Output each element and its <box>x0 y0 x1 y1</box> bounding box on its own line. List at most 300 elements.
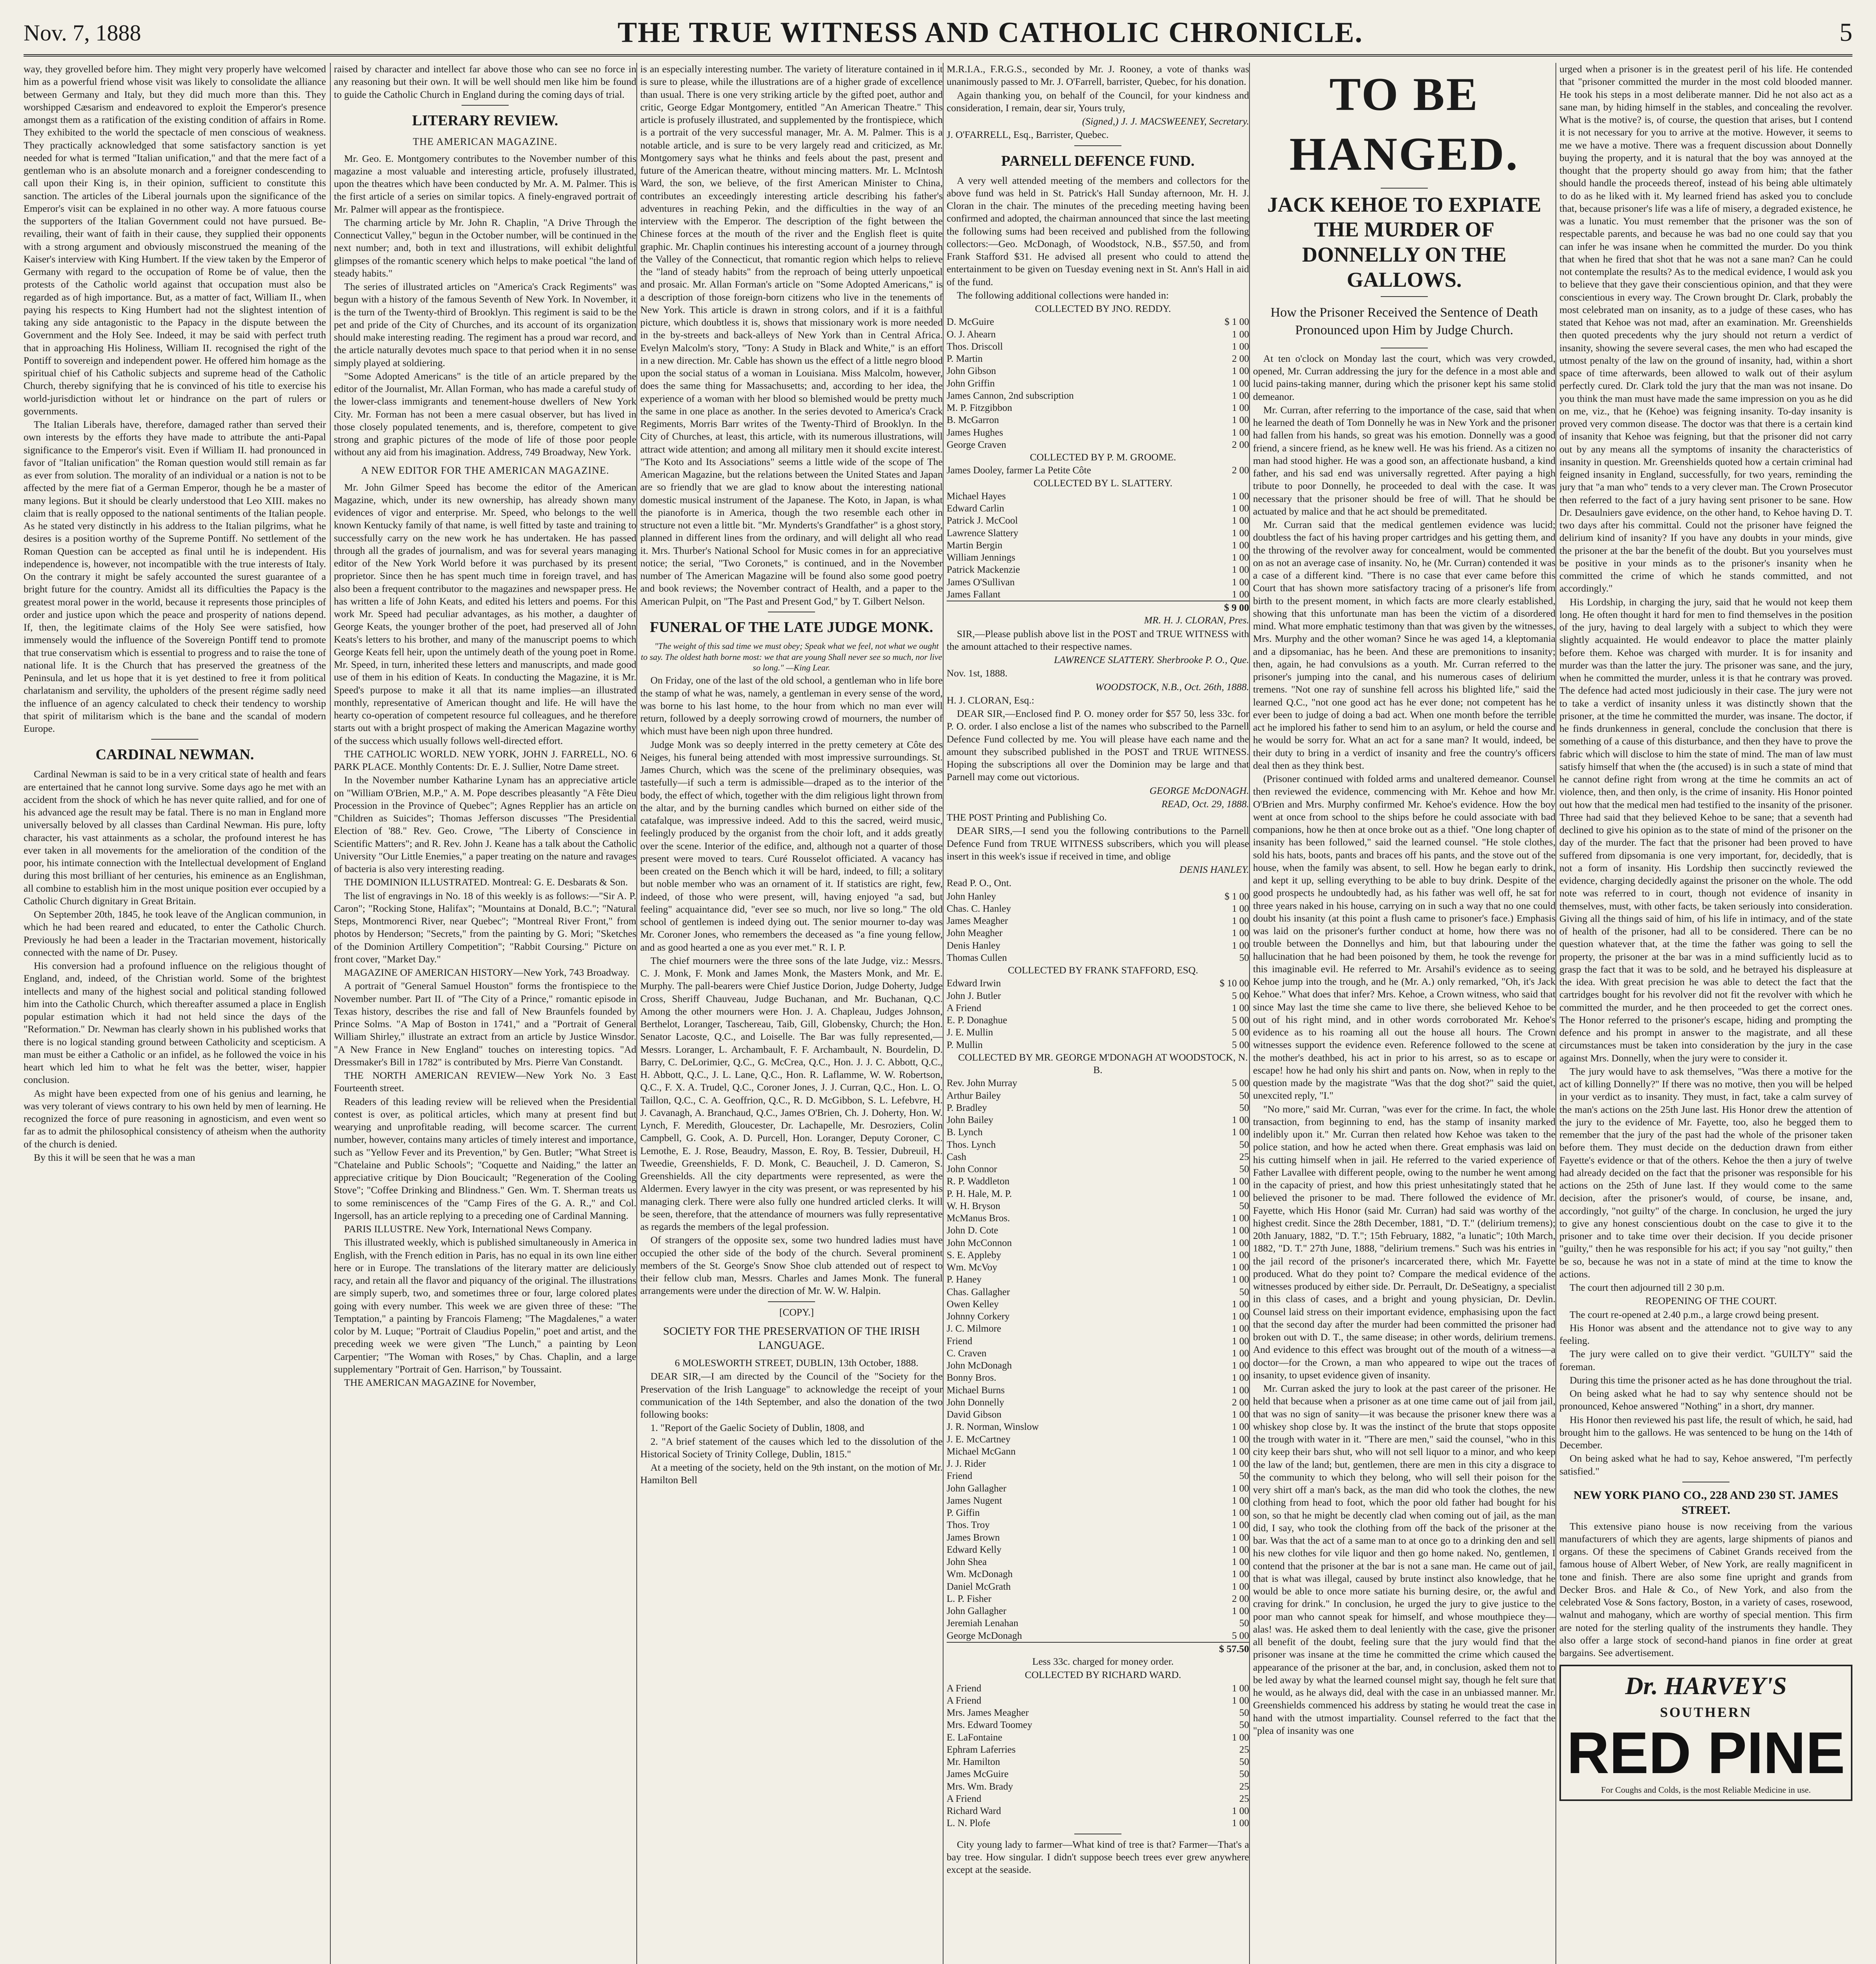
subscriber-name: Michael Burns <box>947 1385 1005 1396</box>
article-paragraph: By this it will be seen that he was a man <box>34 1151 195 1163</box>
subscriber-row <box>947 1768 1249 1780</box>
subscription-amount: 2 00 <box>1232 439 1249 450</box>
subscriber-name: Mrs. Wm. Brady <box>947 1781 1013 1792</box>
subscriber-name: James Brown <box>947 1532 1000 1543</box>
subscriber-name: P. H. Hale, M. P. <box>947 1188 1012 1199</box>
subscriber-name: John Gibson <box>947 366 996 377</box>
article-paragraph: The charming article by Mr. John R. Chaplin, "A Drive Through the Connecticut Valley," begun in the October number, will be continued in the next number; and, both in text and illustrations, will exhibit delightful glimpses of the romantic scenery which helps to make poetical "the land of steady habits." <box>334 216 636 279</box>
subscriber-name: Rev. John Murray <box>947 1078 1017 1089</box>
subscription-amount: 1 00 <box>1232 341 1249 352</box>
subscription-amount: 1 00 <box>1232 940 1249 951</box>
subscription-amount: 1 00 <box>1232 1422 1249 1433</box>
subscriber-name: Daniel McGrath <box>947 1581 1011 1592</box>
divider <box>151 739 198 740</box>
article-paragraph: A very well attended meeting of the members and collectors for the above fund was held in St. Patrick's Hall Sunday afternoon, Mr. H. J. Cloran in the chair. The minutes of the preceding meeting having been confirmed and adopted, the chairman announced that since the last meeting the following sums had been received and published from the following collectors:—Geo. McDonagh, of Woodstock, N.B., $57.50, and from Frank Stafford $31. He advised all present who could to attend the entertainment to be given on Tuesday evening next in St. Ann's Hall in aid of the fund. <box>947 174 1249 288</box>
subscriber-name: Michael Hayes <box>947 491 1006 502</box>
issue-date: Nov. 7, 1888 <box>24 20 141 46</box>
subscriber-row <box>947 1126 1249 1138</box>
subscriber-name: McManus Bros. <box>947 1213 1010 1224</box>
article-paragraph: "No more," said Mr. Curran, "was ever for the crime. In fact, the whole transaction, from beginning to end, has the stamp of insanity marked indelibly upon it." Mr. Curran then related how Kehoe was taken to the police station, and how he acted when there. Great emphasis was laid on his cutting himself when in jail. He referred to the varied experience of Father Lavallee with different people, owing to the number he went among in the capacity of priest, and how this priest unhesitatingly stated that he believed the prisoner to be mad. There followed the evidence of Mr. Fayette, which His Honor (said Mr. Curran) had said was worthy of the highest credit. Since the 28th December, 1881, "D. T." (delirium tremens); 20th January, 1882, "D. T."; 15th February, 1882, "a lunatic"; 10th March, 1882, "D. T." 27th June, 1888, "delirium tremens." Such was his entries in the jail record of the prisoner's incarcerated there, which Mr. Fayette produced. What do they point to? Compare the medical evidence of the witnesses produced by either side. Dr. Perrault, Dr. DeSeatigny, a specialist in this class of cases, and a bright and young physician, Dr. Devlin. Counsel laid stress on their important evidence, emphasising upon the fact that the second day after the murder had been committed the prisoner had broken out with D. T., the same disease; in other words, delirium tremens. And evidence to this effect was brought out of the mouth of a witness—a doctor—for the Crown, a man who appeared to wipe out the traces of insanity, to upset evidence given of insanity. <box>1253 1103 1555 1381</box>
subscriber-name: W. H. Bryson <box>947 1200 1000 1211</box>
article-paragraph: Of strangers of the opposite sex, some two hundred ladies must have occupied the other side of the body of the church. Several prominent members of the St. George's Snow Shoe club attended out of respect to their fellow club man, Messrs. Charles and James Monk. The funeral arrangements were under the direction of Mr. W. W. Halpin. <box>640 1234 943 1297</box>
subscriber-row <box>947 1695 1249 1707</box>
dateline: Nov. 1st, 1888. <box>947 667 1008 679</box>
subscription-amount: 1 00 <box>1232 1606 1249 1617</box>
subscriber-row <box>947 890 1249 903</box>
page-number: 5 <box>1839 18 1852 47</box>
subscription-amount: 1 00 <box>1232 1806 1249 1817</box>
subscriber-name: J. R. Norman, Winslow <box>947 1422 1039 1433</box>
subscriber-name: Ephram Laferries <box>947 1744 1016 1755</box>
divider <box>1074 145 1121 146</box>
subscription-amount: 1 00 <box>1232 1385 1249 1396</box>
subscription-amount: 1 00 <box>1232 503 1249 514</box>
subscriber-name: P. Bradley <box>947 1102 987 1113</box>
copy-label: [COPY.] <box>779 1306 814 1318</box>
subscription-list <box>947 1077 1249 1642</box>
article-paragraph: The jury were called on to give their verdict. "GUILTY" said the foreman. <box>1559 1348 1852 1372</box>
subscriber-row <box>947 1163 1249 1175</box>
subscriber-name: Mrs. Edward Toomey <box>947 1720 1032 1731</box>
article-paragraph: Readers of this leading review will be relieved when the Presidential contest is over, as political articles, which many at present find but wearying and unprofitable reading, will become scarcer. The current number, however, contains many articles of timely interest and importance, such as "Yellow Fever and its Prevention," by Gen. Butler; "What Street is "Chatelaine and Public Schools"; "Coquette and Naiding," the latter an appreciative critique by Dion Boucicault; "Regeneration of the Cooling Stove"; "Coffee Drinking and Blindness." Gen. Wm. T. Sherman treats us to some reminiscences of the "Camp Fires of the G. A. R.," and Col. Ingersoll, has an article replying to a preceding one of Cardinal Manning. <box>334 1096 636 1221</box>
subscriber-row <box>947 515 1249 527</box>
article-paragraph: Mr. Curran, after referring to the importance of the case, said that when he learned the death of Tom Donnelly he was in New York and the prisoner had fallen from his hands, so great was his emotion. Donnelly was a good friend, a sincere friend, as he knew well. He was his friend. As a citizen no man had stood higher. He was a good son, an affectionate husband, a kind father, and his sad end was universally regretted. After paying a high tribute to poor Donnelly, he proceeded to deal with the case. It was necessary that the prisoner should be free of will. That he should be actuated by malice and that he act should be premeditated. <box>1253 404 1555 517</box>
subscription-amount: 1 00 <box>1232 577 1249 588</box>
kehoe-headline: JACK KEHOE TO EXPIATE THE MURDER OF DONNELLY ON THE GALLOWS. <box>1267 192 1541 291</box>
subscriber-name: George McDonagh <box>947 1630 1022 1641</box>
subscription-amount: 1 00 <box>1232 1508 1249 1519</box>
subscriber-row <box>947 1568 1249 1580</box>
subscription-amount: 1 00 <box>1232 515 1249 526</box>
subscriber-row <box>947 1114 1249 1126</box>
subscription-amount: 1 00 <box>1232 1274 1249 1285</box>
subscriber-row <box>947 341 1249 353</box>
subscriber-row <box>947 1026 1249 1039</box>
article-paragraph: Mr. Geo. E. Montgomery contributes to the November number of this magazine a most valuable and interesting article, profusely illustrated, upon the theatres which have been conducted by Mr. A. M. Palmer. This is the first article of a series on similar topics. A finely-engraved portrait of Mr. Palmer will appear as the frontispiece. <box>334 152 636 215</box>
subscriber-name: E. LaFontaine <box>947 1732 1002 1743</box>
article-paragraph: THE CATHOLIC WORLD. NEW YORK, JOHN J. FARRELL, NO. 6 PARK PLACE. Monthly Contents: Dr. E. J. Sullier, Notre Dame street. <box>334 748 636 773</box>
subscription-amount: 50 <box>1239 1139 1249 1150</box>
signature: (Signed,) J. J. MACSWEENEY, Secretary. <box>1082 115 1249 127</box>
subscription-amount: 1 00 <box>1232 1409 1249 1420</box>
subscriber-name: John D. Cote <box>947 1225 998 1236</box>
subscription-amount: 1 00 <box>1232 540 1249 551</box>
subscriber-row <box>947 1384 1249 1396</box>
subscriber-row <box>947 940 1249 952</box>
subscription-amount: 1 00 <box>1232 1732 1249 1743</box>
subscription-amount: 50 <box>1239 1471 1249 1482</box>
subscriber-name: John J. Butler <box>947 990 1001 1001</box>
subscriber-name: Thos. Lynch <box>947 1139 996 1150</box>
divider <box>1381 188 1428 189</box>
subscriber-name: James Meagher <box>947 916 1008 927</box>
subscriber-row <box>947 365 1249 377</box>
subscription-list <box>947 890 1249 964</box>
subscriber-row <box>947 502 1249 515</box>
ad-southern: SOUTHERN <box>1660 1704 1752 1720</box>
subscriber-name: Cash <box>947 1151 966 1162</box>
divider <box>1381 296 1428 297</box>
subscriber-row <box>947 1446 1249 1458</box>
subscriber-name: A Friend <box>947 1002 982 1013</box>
subscriber-name: Bonny Bros. <box>947 1372 997 1383</box>
divider <box>768 1301 815 1302</box>
subscriber-row <box>947 1298 1249 1310</box>
subscriber-row <box>947 1719 1249 1731</box>
subscriber-row <box>947 539 1249 551</box>
subscription-amount: 1 00 <box>1232 1581 1249 1592</box>
subscriber-name: James McGuire <box>947 1769 1009 1780</box>
subscriber-name: Mrs. James Meagher <box>947 1708 1029 1718</box>
subscriber-row <box>947 414 1249 426</box>
article-paragraph: His Honor was absent and the attendance not to give way to any feeling. <box>1559 1322 1852 1346</box>
subscriber-name: John Hanley <box>947 891 996 902</box>
subscriber-name: Patrick Mackenzie <box>947 564 1020 575</box>
subscriber-name: J. J. Rider <box>947 1458 986 1469</box>
dateline: WOODSTOCK, N.B., Oct. 26th, 1888. <box>1095 681 1249 693</box>
article-paragraph: MAGAZINE OF AMERICAN HISTORY—New York, 743 Broadway. <box>344 967 630 978</box>
place-label: Read P. O., Ont. <box>947 877 1012 889</box>
article-paragraph: On Friday, one of the last of the old school, a gentleman who in life bore the stamp of what he was, namely, a gentleman in every sense of the word, was borne to his last home, to the hour from which no man ever will return, followed by a deeply sorrowing crowd of mourners, the number of which must have been nigh upon three hundred. <box>640 674 943 737</box>
article-paragraph: "Some Adopted Americans" is the title of an article prepared by the editor of the Journalist, Mr. Allan Forman, who has made a careful study of the lower-class immigrants and tenement-house dwellers of New York City. Mr. Forman has not been a mere casual observer, but has lived in those closely populated tenements, and is, therefore, competent to give strong and graphic pictures of the mode of life of those poor people without any aid from his imagination. Address, 749 Broadway, New York. <box>334 370 636 458</box>
subscription-amount: 1 00 <box>1232 1176 1249 1187</box>
subscription-amount: 1 00 <box>1232 1237 1249 1248</box>
subscriber-row <box>947 1630 1249 1642</box>
column-2 <box>334 63 636 1964</box>
subscriber-name: Edward Carlin <box>947 503 1004 514</box>
subscription-amount: 1 00 <box>1232 427 1249 438</box>
subscription-list <box>947 490 1249 601</box>
subscriber-row <box>947 1605 1249 1617</box>
subscription-amount: 1 00 <box>1232 1262 1249 1273</box>
article-paragraph: THE NORTH AMERICAN REVIEW—New York No. 3 East Fourteenth street. <box>334 1070 636 1094</box>
subscription-amount: 1 00 <box>1232 1115 1249 1126</box>
subscription-amount: 1 00 <box>1232 1299 1249 1310</box>
subscriber-name: Thos. Troy <box>947 1520 990 1531</box>
article-paragraph: On being asked what he had to say, Kehoe answered, "I'm perfectly satisfied." <box>1559 1453 1852 1477</box>
subscriber-row <box>947 1519 1249 1531</box>
subscription-amount: $ 1 00 <box>1224 891 1249 902</box>
subscription-amount: 1 00 <box>1232 1225 1249 1236</box>
subscription-amount: 1 00 <box>1232 1372 1249 1383</box>
dateline: READ, Oct. 29, 1888. <box>1161 798 1249 810</box>
subscription-amount: 1 00 <box>1232 390 1249 401</box>
subscriber-name: Denis Hanley <box>947 940 1000 951</box>
subscription-amount: 1 00 <box>1232 1483 1249 1494</box>
subscriber-row <box>947 927 1249 939</box>
subscriber-row <box>947 1200 1249 1212</box>
subscriber-row <box>947 1507 1249 1519</box>
divider <box>462 105 509 106</box>
subscription-amount: 5 00 <box>1232 990 1249 1001</box>
subscription-amount: 5 00 <box>1232 1027 1249 1038</box>
subscriber-name: James O'Sullivan <box>947 577 1015 588</box>
subscriber-name: Friend <box>947 1471 973 1482</box>
subscription-amount: 1 00 <box>1232 491 1249 502</box>
article-paragraph: The list of engravings in No. 18 of this weekly is as follows:—"Sir A. P. Caron"; "Rocking Stone, Halifax"; "Mountains at Donald, B.C."; "Natural Steps, Montmorenci River, near Quebec"; "Montreal River Front," from photos by Henderson; "Secrets," from the painting by G. Mori; "Sketches of the Dominion Artillery Competition"; "Rabbit Coursing." Picture on front cover, "Market Day." <box>334 890 636 965</box>
subscription-amount: 1 00 <box>1232 552 1249 563</box>
subscription-amount: 50 <box>1239 1757 1249 1768</box>
piano-heading: NEW YORK PIANO CO., 228 AND 230 ST. JAMES STREET. <box>1574 1488 1838 1517</box>
subscriber-name: R. P. Waddleton <box>947 1176 1010 1187</box>
subscription-amount: 1 00 <box>1232 1213 1249 1224</box>
signature: LAWRENCE SLATTERY. Sherbrooke P. O., Que. <box>1054 654 1249 666</box>
article-paragraph: This extensive piano house is now receiving from the various manufacturers of which they are agents, large shipments of pianos and organs. Of these the specimens of Cabinet Grands received from the famous house of Albert Weber, of New York, are really magnificent in tone and finish. There are also some fine upright and grands from Decker Bros. and Hale & Co., of New York, and also from the celebrated Vose & Sons factory, Boston, in a variety of cases, rosewood, walnut and mahogany, which are worthy of special mention. This firm are noted for the sterling quality of the instruments they handle. They also offer a large stock of second-hand pianos in fine order at great bargains. See advertisement. <box>1559 1520 1852 1659</box>
subscriber-name: S. E. Appleby <box>947 1249 1001 1260</box>
subscription-amount: 1 00 <box>1232 415 1249 426</box>
subscription-list <box>947 316 1249 451</box>
to-be-hanged-headline: TO BE HANGED. <box>1289 68 1519 180</box>
subscription-amount: 25 <box>1239 1781 1249 1792</box>
subscriber-row <box>947 1090 1249 1102</box>
subscriber-name: J. E. McCartney <box>947 1434 1011 1445</box>
subscription-amount: 50 <box>1239 952 1249 963</box>
subscriber-row <box>947 1756 1249 1768</box>
subscriber-name: Mr. Hamilton <box>947 1757 1000 1768</box>
society-address: 6 MOLESWORTH STREET, DUBLIN, 13th October, 1888. <box>674 1357 919 1369</box>
subscriber-row <box>947 576 1249 588</box>
subscriber-name: James Nugent <box>947 1495 1002 1506</box>
subscriber-row <box>947 1495 1249 1507</box>
subscriber-name: James Dooley, farmer La Petite Côte <box>947 465 1091 476</box>
subscriber-row <box>947 1744 1249 1756</box>
subscription-amount: 5 00 <box>1232 1039 1249 1050</box>
subscriber-row <box>947 1470 1249 1482</box>
subscription-amount: 1 00 <box>1232 1520 1249 1531</box>
subscriber-name: Patrick J. McCool <box>947 515 1018 526</box>
subscriber-row <box>947 1002 1249 1014</box>
list-note: Less 33c. charged for money order. <box>1032 1656 1174 1667</box>
article-paragraph: raised by character and intellect far above those who can see no force in any reasoning but their own. It will be well should men like him be found to guide the Catholic Church in England during the coming days of trial. <box>334 63 636 100</box>
subscription-amount: 1 00 <box>1232 1695 1249 1706</box>
subscriber-name: Chas. Gallagher <box>947 1286 1010 1297</box>
subscriber-name: B. McGarron <box>947 415 999 426</box>
subscription-amount: 1 00 <box>1232 528 1249 539</box>
subscription-amount: 1 00 <box>1232 1683 1249 1694</box>
subscription-amount: 1 00 <box>1232 1557 1249 1568</box>
subscriber-row <box>947 1817 1249 1829</box>
subscription-amount: 1 00 <box>1232 1127 1249 1138</box>
subscriber-row <box>947 1188 1249 1200</box>
column-5 <box>1253 63 1555 1964</box>
funeral-heading: FUNERAL OF THE LATE JUDGE MONK. <box>650 619 933 636</box>
list-heading: COLLECTED BY FRANK STAFFORD, ESQ. <box>1008 964 1198 976</box>
subscription-amount: 1 00 <box>1232 1336 1249 1347</box>
article-paragraph: This illustrated weekly, which is published simultaneously in America in English, with the French edition in Paris, has no equal in its own line either here or in Europe. The translations of the literary matter are deliciously racy, and retain all the flavor and piquancy of the original. The illustrations are simply superb, two, and sometimes three or four, large colored plates going with every number. This week we are given three of these: "The Temptation," a painting by Francois Flameng; "The Magdalenes," a water color by M. Luque; "Portrait of Claudius Popelin," poet and artist, and the preceding week we were given "The Lunch," a painting by Leon Carpentier; "The Woman with Roses," by Chas. Chaplin, and a large supplementary "Portrait of Gen. Harrison," by Toussaint. <box>334 1237 636 1375</box>
subscription-amount: 1 00 <box>1232 564 1249 575</box>
subscriber-row <box>947 1544 1249 1556</box>
subscriber-name: P. Martin <box>947 354 983 365</box>
subscription-amount: 1 00 <box>1232 403 1249 414</box>
subscription-amount: 1 00 <box>1232 1348 1249 1359</box>
subscriber-name: Friend <box>947 1336 973 1347</box>
subscriber-name: J. C. Milmore <box>947 1323 1001 1334</box>
subscription-amount: 2 00 <box>1232 465 1249 476</box>
subscriber-name: P. Haney <box>947 1274 982 1285</box>
subscription-amount: 1 00 <box>1232 1311 1249 1322</box>
subscriber-row <box>947 1014 1249 1026</box>
subscription-amount: 50 <box>1239 1200 1249 1211</box>
article-paragraph: Mr. Curran said that the medical gentlemen evidence was lucid; doubtless the fact of his having proper cartridges and his getting them, and the throwing of the revolver away for concealment, would be commented on as not an average case of insanity. No, he (Mr. Curran) contended it was a case of a different kind. "There is no case that ever came before this Court that has shown more satisfactory tracing of a prisoner's life from birth to the present moment, in which facts are more clearly established, showing that this unfortunate man has been the victim of a disordered mind. What more emphatic testimony than that was given by the witnesses, Mrs. Murphy and the other woman? Since he was aged 14, a kleptomania and a dipsomaniac, has he been. And these are premonitions to insanity; then, again, he had convulsions as a youth. Mr. Curran referred to the prisoner's jumping into the canal, and his numerous cases of delirium tremens. "Not one ray of sunshine fell across his blighted life," said the learned Q.C., "not one good act has he ever done; not competent has he ever been to judge of doing a bad act. When one month before the terrible act he implored his father to send him to an asylum, or held the course and he would be sorry for. What an act for a sane man? It would, indeed, be their duty to bring in a verdict of insanity and free the country's officers deal then as they think best. <box>1253 519 1555 771</box>
subscriber-name: Michael McGann <box>947 1446 1016 1457</box>
subscriber-row <box>947 464 1249 476</box>
subscriber-row <box>947 1310 1249 1323</box>
subscription-amount: 1 00 <box>1232 1002 1249 1013</box>
signature: DENIS HANLEY. <box>1179 864 1249 876</box>
article-paragraph: PARIS ILLUSTRE. New York, International News Company. <box>344 1223 592 1235</box>
subscriber-row <box>947 1139 1249 1151</box>
red-pine-advertisement <box>1559 1665 1852 1801</box>
section-subheading: REOPENING OF THE COURT. <box>1645 1295 1777 1307</box>
subscriber-name: E. P. Donaghue <box>947 1015 1008 1026</box>
subscriber-name: William Jennings <box>947 552 1015 563</box>
subscription-amount: 25 <box>1239 1151 1249 1162</box>
subscription-amount: 1 00 <box>1232 366 1249 377</box>
article-paragraph: During this time the prisoner acted as he has done throughout the trial. <box>1570 1374 1852 1386</box>
subscriber-row <box>947 1372 1249 1384</box>
article-paragraph: Mr. John Gilmer Speed has become the editor of the American Magazine, which, under its new ownership, has already shown many evidences of vigor and enterprise. Mr. Speed, who belongs to the well known Kentucky family of that name, is well fitted by taste and training to successfully carry on the new work he has undertaken. He has passed through all the grades of journalism, and was for several years managing editor of the New York World before it was purchased by its present proprietor. Since then he has spent much time in foreign travel, and has also been a frequent contributor to the magazines and newspaper press. He has written a life of John Keats, and edited his letters and poems. For this work Mr. Speed had peculiar advantages, as his mother, a daughter of George Keats, the younger brother of the poet, had preserved all of John Keats's letters to his brother, and many of the manuscript poems to which George Keats fell heir, upon the untimely death of the young poet in Rome. Mr. Speed, in turn, inherited these letters and manuscripts, and made good use of them in his edition of Keats. In conducting the Magazine, it is Mr. Speed's purpose to make it all that its name implies—an illustrated monthly, representative of American thought and life. He will have the hearty co-operation of competent resource ful colleagues, and he therefore starts out with a bright prospect of making the American Magazine worthy of the success which usually follows well-directed effort. <box>334 481 636 746</box>
column-rule <box>330 63 331 1964</box>
section-subheading: THE AMERICAN MAGAZINE. <box>413 136 557 147</box>
article-paragraph: urged when a prisoner is in the greatest peril of his life. He contended that "prisoner committed the murder in the most cold blooded manner. He took his steps in a most deliberate manner. Did he not also act as a sane man, by hiding himself in the stables, and concealing the revolver. What is the motive? is, of course, the question that arises, but I contend it is not necessary for you to arrive at the motive. However, it seems to me we have a motive. There was a frequent discussion about Donnelly buying the property, and it is natural that the boy was annoyed at the thought that the property should go away from him; that the father should handle the proceeds thereof, instead of his being able ultimately to do as he liked with it. My learned friend has asked you to conclude that, because prisoner's life was a life of misery, a degraded existence, he was a lunatic. You must remember that the prisoner was the son of respectable parents, and because he was bad no one could say that you can infer he was insane when he committed the murder. Do you think that when he fired that shot that he was not a sane man? Can he could not contemplate the results? As to the medical evidence, I would ask you to believe that they gave their conscientious opinion, and that they were conscientious in every way. The Crown brought Dr. Clark, probably the most celebrated man on insanity, as to a judge of these cases, who has stated that Kehoe was not mad, after an examination. Mr. Greenshields then quoted precedents why the jury should not return a verdict of insanity, showing the severe several cases, the men who had escaped the utmost penalty of the law on the ground of insanity, had, within a short space of time afterwards, been allowed to walk out of their asylum perfectly cured. Dr. Clark told the jury that the man was not insane. Do you think the man must have made the same impression on you as he did on me, viz., that he (Kehoe) was feigning insanity. To-day insanity is proved very common disease. The doctor was that there is a certain kind of insanity that Kehoe was feigning, but that the prisoner did not carry out by any means all the symptoms of insanity the characteristics of insanity in question. Mr. Greenshields quoted how a certain criminal had feigned insanity in England, successfully, for two years, reminding the jury that "a man who" tends to a very clever man. The Crown Prosecutor then referred to the fact of a jury having sent prisoner to be sane. How Dr. Desaulniers gave evidence, on the other hand, to Kehoe having D. T. two days after his committal. Could not the prisoner have feigned the delirium kind of insanity? If you have any doubts in your minds, give the prisoner at the bar the benefit of the doubt. But you yourselves must be positive in your minds as to the prisoner's insanity when he committed the crime of which he stands committed, and not accordingly." <box>1559 63 1852 594</box>
subscription-amount: 1 00 <box>1232 1818 1249 1829</box>
verse-quote: "The weight of this sad time we must obey; Speak what we feel, not what we ought to say. The oldest hath borne most: we that are young Shall never see so much, nor live so long." —King Lear. <box>641 641 942 673</box>
subscriber-row <box>947 1224 1249 1237</box>
subscription-list <box>947 1682 1249 1830</box>
subscriber-name: John Meagher <box>947 928 1003 939</box>
subscriber-row <box>947 1617 1249 1629</box>
signature: GEORGE McDONAGH. <box>1149 784 1249 796</box>
subscriber-name: P. Mullin <box>947 1039 983 1050</box>
subscriber-row <box>947 903 1249 915</box>
subscriber-row <box>947 316 1249 328</box>
subscription-amount: 1 00 <box>1232 589 1249 600</box>
subscription-amount: $ 10 00 <box>1220 978 1249 989</box>
subscription-amount: 1 00 <box>1232 1544 1249 1555</box>
article-paragraph: A portrait of "General Samuel Houston" forms the frontispiece to the November number. Part II. of "The City of a Prince," romantic episode in Texas history, describes the rise and fall of New Braunfels founded by Prince Solms. "A Map of Boston in 1741," and a "Portrait of General William Shirley," illustrate an extract from an article by Justice Winsdor. "A New France in New England" touches on interesting topics. "Ad Dressmaker's Bill in 1782" is contributed by Mrs. Pierre Van Constandt. <box>334 980 636 1068</box>
ad-footer: For Coughs and Colds, is the most Reliable Medicine in use. <box>1601 1784 1811 1795</box>
subscriber-name: Richard Ward <box>947 1806 1001 1817</box>
article-paragraph: The court re-opened at 2.40 p.m., a large crowd being present. <box>1570 1308 1819 1320</box>
list-heading: COLLECTED BY P. M. GROOME. <box>1030 451 1176 463</box>
subscriber-row <box>947 1077 1249 1089</box>
article-paragraph: At ten o'clock on Monday last the court, which was very crowded, opened, Mr. Curran addressing the jury for the defence in a most able and lucid pains-taking manner, during which the prisoner kept his same stolid demeanor. <box>1253 352 1555 402</box>
article-paragraph: On September 20th, 1845, he took leave of the Anglican communion, in which he had been reared and educated, to enter the Catholic Church. Previously he had been a leader in the Tractarian movement, historically connected with the name of Dr. Pusey. <box>24 909 326 958</box>
subscriber-row <box>947 551 1249 564</box>
subscriber-row <box>947 1175 1249 1187</box>
subscription-amount: 1 00 <box>1232 1532 1249 1543</box>
subscriber-row <box>947 1781 1249 1793</box>
article-paragraph: His Honor then reviewed his past life, the result of which, he said, had brought him to the gallows. He was sentenced to be hung on the 14th of December. <box>1559 1414 1852 1451</box>
subscriber-name: John Connor <box>947 1164 997 1175</box>
subscriber-row <box>947 1458 1249 1470</box>
newspaper-title: THE TRUE WITNESS AND CATHOLIC CHRONICLE. <box>617 16 1363 49</box>
addressee: THE POST Printing and Publishing Co. <box>947 812 1107 823</box>
subscriber-name: P. Giffin <box>947 1508 980 1519</box>
subscriber-name: Edward Irwin <box>947 978 1001 989</box>
article-paragraph: way, they grovelled before him. They might very properly have welcomed him as a powerful friend whose visit was likely to consolidate the alliance between Germany and Italy, but they did much more than this. They worshipped Cæsarism and endeavored to exploit the Emperor's presence amongst them as a ratification of the existing condition of affairs in Rome. They exhibited to the world the spectacle of men conscious of weakness. They practically acknowledged that some satisfactory sanction is yet needed for what is termed "Italian unification," and that the mere fact of a gentleman who is an absolute monarch and a foreigner condescending to call upon their King is, in their opinion, sufficient to constitute this sanction. The articles of the Liberal journals upon the significance of the Emperor's visit can be explained in no other way. A more fatuous course the supporters of the Italian Government could not have pursued. Be-revailing, their want of faith in their cause, they supplied their opponents with a strong argument and obviously misconstrued the meaning of the Kaiser's interview with King Humbert. If the view taken by the Emperor of Germany with regard to the occupation of Rome be of value, then the protests of the Catholic world against that occupation must also be regarded as of high importance. But, as a matter of fact, William II., when paying his respects to King Humbert had not the slightest intention of taking any side antagonistic to the Papacy in the dispute between the Government and the Holy See. Indeed, it may be said with perfect truth that in approaching His Holiness, William II. recognised the right of the Pontiff to sovereign and independent power. He offered him homage as the spiritual chief of his Catholic subjects and supreme head of the Catholic Church, thereby signifying that he is convinced of his title to exercise his world-jurisdiction without let or hindrance on the part of rulers or governments. <box>24 63 326 417</box>
subscriber-row <box>947 1359 1249 1372</box>
subscription-list <box>947 464 1249 476</box>
subscriber-name: James Fallant <box>947 589 1000 600</box>
literary-review-heading: LITERARY REVIEW. <box>412 112 558 129</box>
article-paragraph: Again thanking you, on behalf of the Council, for your kindness and consideration, I remain, dear sir, Yours truly, <box>947 89 1249 114</box>
article-paragraph: In the November number Katharine Lynam has an appreciative article on "William O'Brien, M.P.," A. M. Pope describes pleasantly "A Fête Dieu Procession in the Province of Quebec"; Agnes Repplier has an article on "Children as Suicides"; Thomas Jefferson discusses "The Presidential Election of '88." Rev. Geo. Crowe, "The Liberty of Conscience in Scientific Matters"; and R. Rev. John J. Keane has a talk about the Catholic University "Our Little Enemies," a paper treating on the nature and ravages of bacteria is also very interesting reading. <box>334 774 636 875</box>
subscriber-name: James Cannon, 2nd subscription <box>947 390 1074 401</box>
subscriber-row <box>947 1273 1249 1286</box>
list-heading: COLLECTED BY RICHARD WARD. <box>1024 1669 1182 1681</box>
subscriber-name: George Craven <box>947 439 1006 450</box>
subscription-amount: 2 00 <box>1232 1593 1249 1604</box>
ad-red-pine: RED PINE <box>1566 1719 1845 1786</box>
subscription-amount: 1 00 <box>1232 1188 1249 1199</box>
subscriber-row <box>947 1793 1249 1805</box>
subscriber-name: Johnny Corkery <box>947 1311 1010 1322</box>
subscriber-row <box>947 588 1249 601</box>
subscriber-row <box>947 1335 1249 1347</box>
parnell-heading: PARNELL DEFENCE FUND. <box>1001 152 1195 169</box>
subscriber-name: John Donnelly <box>947 1397 1004 1408</box>
article-paragraph: DEAR SIR,—Enclosed find P. O. money order for $57 50, less 33c. for P. O. order. I also enclose a list of the names who subscribed to the Parnell Defence Fund collected by me. You will please have each name and the amount they subscribed published in the POST and TRUE WITNESS. Hoping the subscriptions all over the Dominion may be large and that Parnell may come out victorious. <box>947 708 1249 783</box>
subscriber-name: B. Lynch <box>947 1127 983 1138</box>
subscription-amount: 50 <box>1239 1102 1249 1113</box>
subscriber-name: D. McGuire <box>947 317 994 328</box>
subscriber-row <box>947 1731 1249 1744</box>
addressee: H. J. CLORAN, Esq.: <box>947 694 1035 706</box>
subscriber-row <box>947 1347 1249 1359</box>
subscriber-row <box>947 564 1249 576</box>
column-4 <box>947 63 1249 1964</box>
article-paragraph: The court then adjourned till 2 30 p.m. <box>1570 1282 1725 1293</box>
article-paragraph: The following additional collections were handed in: <box>957 289 1169 301</box>
article-paragraph: DEAR SIRS,—I send you the following contributions to the Parnell Defence Fund from TRUE WITNESS subscribers, which you will please insert in this week's issue if received in time, and oblige <box>947 825 1249 862</box>
subscriber-row <box>947 1482 1249 1495</box>
subscriber-name: Edward Kelly <box>947 1544 1002 1555</box>
subscription-amount: 2 00 <box>1232 354 1249 365</box>
article-paragraph: (Prisoner continued with folded arms and unaltered demeanor. Counsel then reviewed the evidence, commencing with Mr. Kehoe and how Mr. O'Brien and Mrs. Murphy confirmed Mr. Kehoe's evidence. How the boy went at once from school to the ships before he could associate with bad companions, how he then at once broke out as a thief. "One long chapter of insanity has been followed," said the learned counsel. "He stole clothes, sold his hats, boots, pants and braces off his pants, and the stove out of the house, when the family was absent, to sell. How he began early to drink, and kept it up, selling everything to be able to buy drink. Despite of the good prospects he undoubtedly had, as his father was well off, he sat for three years naked in his house, carrying on in such a way that no one could doubt his insanity (at this point a flush came to prisoner's face.) Emphasis was laid on the prisoner's further conduct at home, how there was no trouble between the Donnellys and him, but that labouring under the hallucination that he had been poisoned by them, he took the revenge for this imaginable evil. He referred to Mr. Arsahil's evidence as to seeing Kehoe jump into the trough, and he (Mr. A.) only remarked, "Oh, it's Jack Kehoe." What does that infer? Mrs. Kehoe, a Crown witness, who said that since May last the time she came to live there, she believed Kehoe to be out of his right mind, and in other words corroborated Mr. Kehoe's evidence as to his roaming all out the house all hours. The Crown witnesses support the evidence even. Reference followed to the scene at the mother's deathbed, his act in prior to his arrest, so as to escape or escape! how he had only his shirt and pants on. Now, when in reply to the question made by the magistrate "Was that the dog shot?" said the quiet, unexcited reply, "I." <box>1253 773 1555 1101</box>
article-paragraph: As might have been expected from one of his genius and learning, he was very tolerant of views contrary to his own held by men of learning. He recognized the force of pure reasoning in agnosticism, and even went so far as to admit the philosophical consistency of atheism when the authority of the church is denied. <box>24 1087 326 1150</box>
subscriber-row <box>947 1151 1249 1163</box>
subscription-amount: 1 00 <box>1232 1495 1249 1506</box>
article-paragraph: City young lady to farmer—What kind of tree is that? Farmer—That's a bay tree. How singular. I didn't suppose beech trees ever grew anywhere except at the seaside. <box>947 1838 1249 1876</box>
article-paragraph: His conversion had a profound influence on the religious thought of England, and, indeed, of the Christian world. Some of the brightest intellects and many of the highest social and political standing followed him into the Catholic Church, which thereafter assumed a place in English popular estimation which it had not held since the days of the "Reformation." Dr. Newman has clearly shown in his published works that there is no logical standing ground between Catholicity and scepticism. A man must be either a Catholic or an infidel, as he followed the voice in his heart which led him to what he felt was the better, wiser, happier conclusion. <box>24 960 326 1086</box>
column-3 <box>640 63 943 1964</box>
subscription-amount: 1 00 <box>1232 928 1249 939</box>
article-paragraph: SIR,—Please publish above list in the POST and TRUE WITNESS with the amount attached to their respective names. <box>947 628 1249 652</box>
subscriber-row <box>947 402 1249 414</box>
subscription-amount: 50 <box>1239 1164 1249 1175</box>
subscriber-row <box>947 1707 1249 1719</box>
article-paragraph: The series of illustrated articles on "America's Crack Regiments" was begun with a history of the famous Seventh of New York. In November, it is the turn of the Twenty-third of Brooklyn. This regiment is said to be the pet and pride of the City of Churches, and its account of its organization should make interesting reading. The regiment has a proud war record, and the article naturally devotes much space to that period when it in no sense simply played at soldiering. <box>334 281 636 368</box>
list-heading: COLLECTED BY JNO. REDDY. <box>1035 303 1171 315</box>
subscriber-name: L. P. Fisher <box>947 1593 991 1604</box>
column-6 <box>1559 63 1852 1964</box>
subscription-amount: 1 00 <box>1232 1434 1249 1445</box>
subscriber-row <box>947 1261 1249 1273</box>
article-paragraph: Cardinal Newman is said to be in a very critical state of health and fears are entertained that he cannot long survive. Some days ago he met with an accident from the shock of which he has never quite rallied, and for one of his advanced age the result may be fatal. There is no man in England more universally beloved by all classes than Cardinal Newman. His pure, lofty character, his vast attainments as a scholar, the profound interest he has ever taken in all movements for the amelioration of the condition of the poor, his intimate connection with the Intellectual development of England during this most brilliant of her centuries, his eminence as an Englishman, all combine to establish him in the most unique position ever occupied by a Catholic Church dignitary in Great Britain. <box>24 768 326 907</box>
subscription-amount: 1 00 <box>1232 1569 1249 1580</box>
column-1 <box>24 63 326 1964</box>
subscriber-row <box>947 1249 1249 1261</box>
subscription-amount: 1 00 <box>1232 916 1249 927</box>
subscriber-name: L. N. Plofe <box>947 1818 991 1829</box>
signature: MR. H. J. CLORAN, Pres. <box>1144 614 1249 626</box>
article-paragraph: DEAR SIR,—I am directed by the Council of the "Society for the Preservation of the Irish Language" to acknowledge the receipt of your communication of the 14th September, and also the donation of the two following books: <box>640 1370 943 1420</box>
subscriber-row <box>947 377 1249 390</box>
article-paragraph: THE AMERICAN MAGAZINE for November, <box>344 1377 536 1389</box>
subscription-amount: 2 00 <box>1232 1397 1249 1408</box>
subscriber-name: Chas. C. Hanley <box>947 903 1011 914</box>
